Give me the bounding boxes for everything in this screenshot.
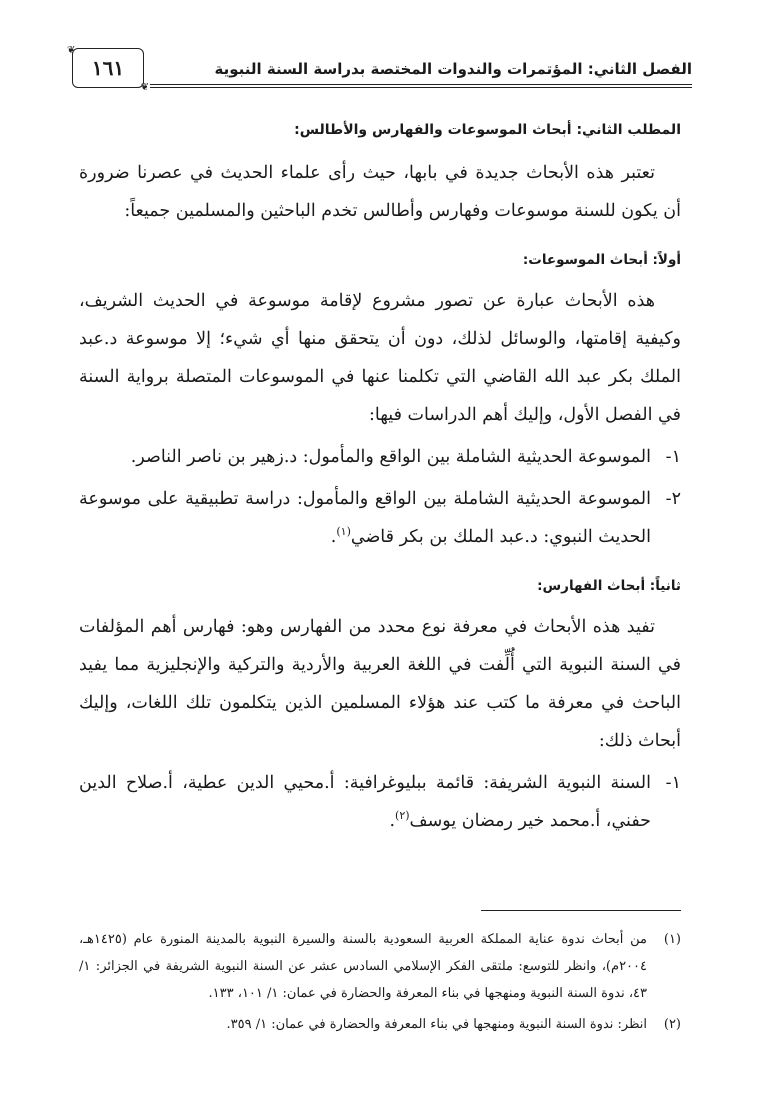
header-rule-thin (150, 87, 692, 88)
list-item-text: السنة النبوية الشريفة: قائمة ببليوغرافية: أ.محيي الدين عطية، أ.صلاح الدين حفني، أ.محمد خير رمضان يوسف$^{(٢)}$. (79, 773, 651, 831)
list-item-number: ٢- (665, 489, 681, 509)
subheading-indexes: ثانياً: أبحاث الفهارس: (537, 578, 681, 594)
list-item-text: الموسوعة الحديثية الشاملة بين الواقع والمأمول: دراسة تطبيقية على موسوعة الحديث النبوي: د.عبد الملك بن بكر قاضي$^{(١)}$. (79, 489, 651, 547)
header-rule (150, 84, 692, 85)
footnote (79, 1011, 681, 1038)
list-item (79, 438, 681, 476)
footnote-ref[interactable]: (٢) (395, 809, 410, 823)
footnotes (79, 926, 681, 1042)
main-content (79, 122, 681, 840)
list-item (79, 480, 681, 556)
list-item-text: الموسوعة الحديثية الشاملة بين الواقع والمأمول: د.زهير بن ناصر الناصر. (130, 447, 651, 467)
list-item-number: ١- (665, 773, 681, 793)
page-header (67, 44, 692, 93)
list-item-number: ١- (665, 447, 681, 467)
footnote-number: (٢) (663, 1017, 681, 1032)
intro-paragraph: تعتبر هذه الأبحاث جديدة في بابها، حيث رأى علماء الحديث في عصرنا ضرورة أن يكون للسنة موسوعات وفهارس وأطالس تخدم الباحثين والمسلمين جميعاً: (79, 163, 681, 221)
page-number: ١٦١ (91, 56, 125, 80)
footnote-divider (481, 910, 681, 911)
footnote (79, 926, 681, 1007)
chapter-title: الفصل الثاني: المؤتمرات والندوات المختصة بدراسة السنة النبوية (214, 60, 692, 78)
list-item (79, 764, 681, 840)
section-heading: المطلب الثاني: أبحاث الموسوعات والفهارس والأطالس: (294, 122, 681, 138)
ornament-icon: ❦ (140, 82, 149, 93)
ornament-icon: ❦ (67, 45, 76, 56)
footnote-number: (١) (663, 932, 681, 947)
page-number-frame (67, 45, 149, 93)
indexes-paragraph: تفيد هذه الأبحاث في معرفة نوع محدد من الفهارس وهو: فهارس أهم المؤلفات في السنة النبوية التي أُلِّفت في اللغة العربية والأردية والتركية والإنجليزية مما يفيد الباحث في معرفة ما كتب عند هؤلاء المسلمين الذين يتكلمون تلك اللغات، وإليك أبحاث ذلك: (79, 617, 681, 751)
encyclopedias-paragraph: هذه الأبحاث عبارة عن تصور مشروع لإقامة موسوعة في الحديث الشريف، وكيفية إقامتها، والوسائل لذلك، دون أن يتحقق منها أي شيء؛ إلا موسوعة د.عبد الملك بكر عبد الله القاضي التي تكلمنا عنها في الموسوعات المتصلة برواية السنة في الفصل الأول، وإليك أهم الدراسات فيها: (79, 291, 681, 425)
footnote-text: انظر: ندوة السنة النبوية ومنهجها في بناء المعرفة والحضارة في عمان: ١/ ٣٥٩. (226, 1017, 647, 1032)
footnote-text: من أبحاث ندوة عناية المملكة العربية السعودية بالسنة والسيرة النبوية بالمدينة المنورة عام (١٤٢٥هـ، ٢٠٠٤م)، وانظر للتوسع: ملتقى الفكر الإسلامي السادس عشر عن السنة النبوية الشريفة في الجزائر: ١/ ٤٣، ندوة السنة النبوية ومنهجها في بناء المعرفة والحضارة في عمان: ١/ ١٠١، ١٣٣. (79, 932, 647, 1001)
subheading-encyclopedias: أولاً: أبحاث الموسوعات: (522, 252, 681, 268)
footnote-ref[interactable]: (١) (336, 525, 351, 539)
